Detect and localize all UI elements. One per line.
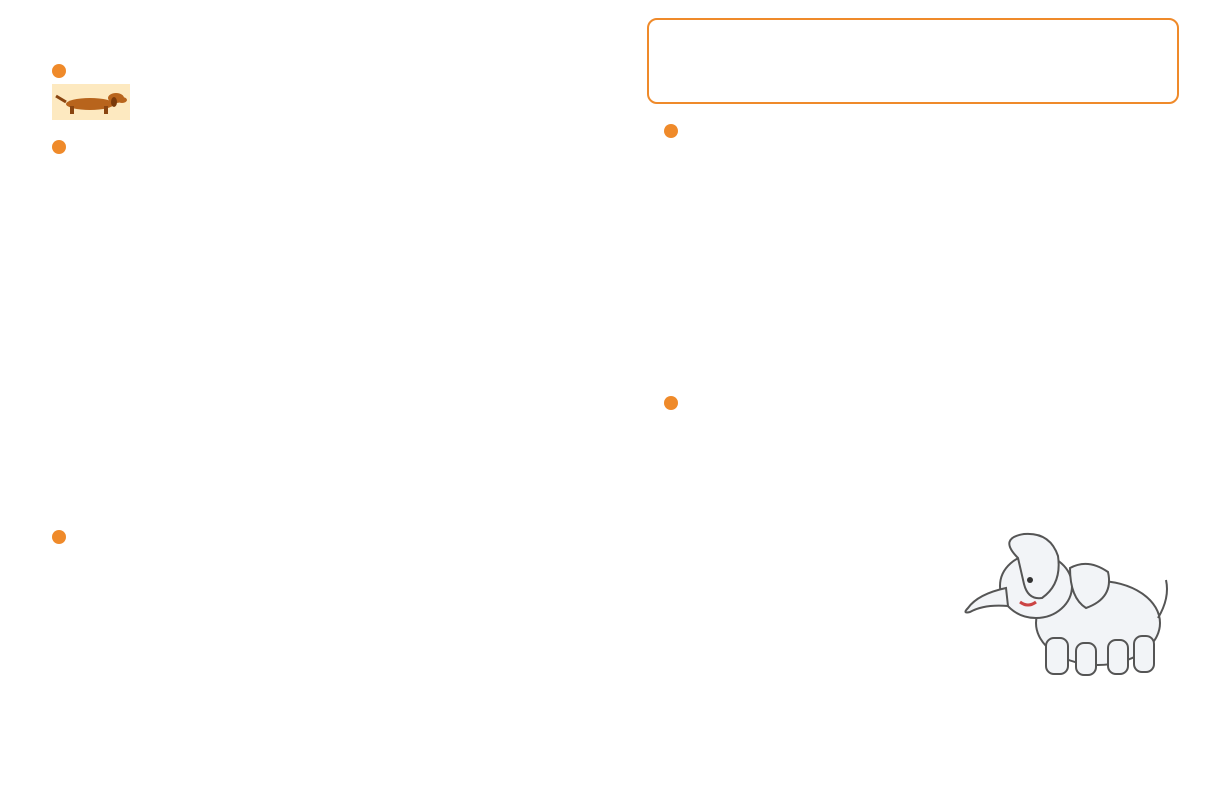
task-guests-game (52, 136, 74, 159)
additional-note-box (647, 18, 1179, 104)
bullet-icon (52, 140, 66, 154)
task-tongue-twisters (664, 392, 686, 415)
dachshund-picture (52, 84, 130, 120)
bullet-icon (664, 396, 678, 410)
bullet-icon (664, 124, 678, 138)
elephant-picture (958, 528, 1178, 684)
task-read-syllables (52, 526, 74, 549)
bullet-icon (52, 530, 66, 544)
task-read-with-chita (52, 60, 74, 83)
bullet-icon (52, 64, 66, 78)
task-read-words (664, 120, 686, 143)
